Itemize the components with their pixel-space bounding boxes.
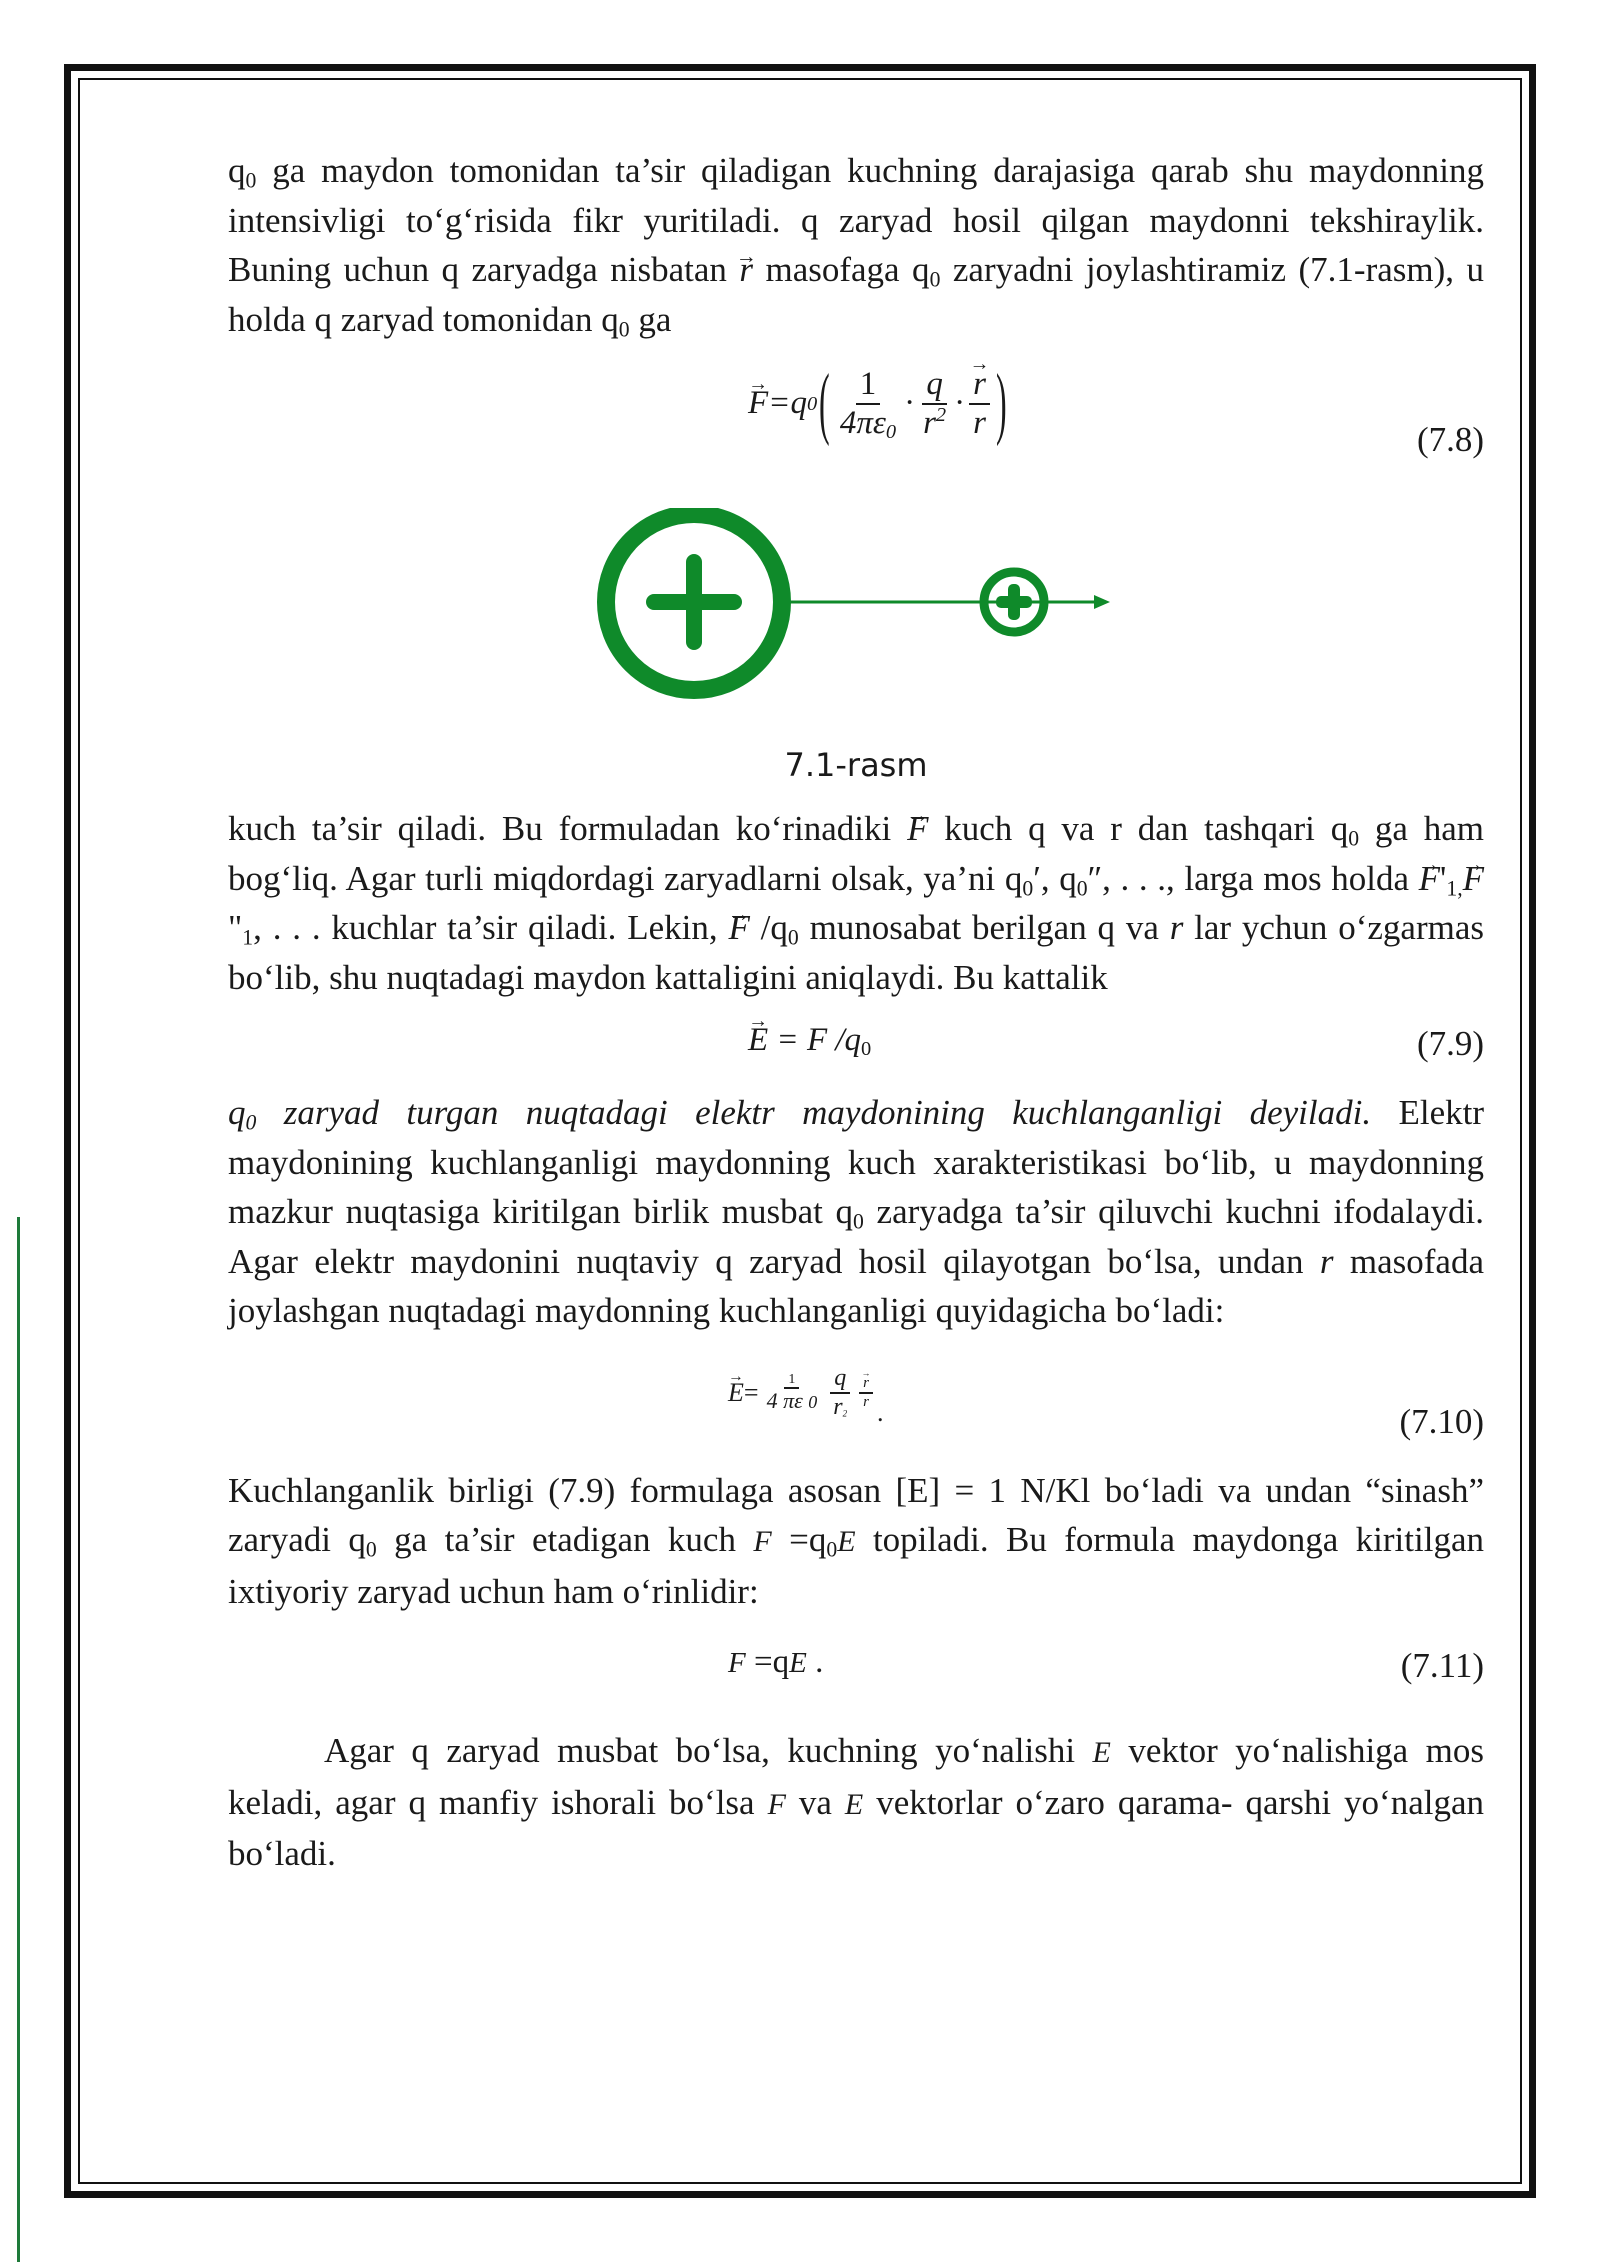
formula-text: .	[876, 1397, 884, 1427]
text: ″, . . ., larga mos holda	[1087, 858, 1419, 898]
subscript: 0	[808, 1392, 818, 1413]
subscript: 0	[826, 1537, 838, 1562]
formula-text: r	[923, 404, 936, 441]
large-positive-charge	[606, 514, 782, 690]
formula-text: = F /q	[768, 1022, 862, 1058]
equation-number: (7.11)	[1400, 1646, 1484, 1685]
text: ga ta’sir etadigan kuch	[376, 1520, 754, 1559]
text: '	[1440, 858, 1447, 898]
figure-7-1	[228, 508, 1484, 748]
force-vector-symbol: → F	[748, 385, 768, 422]
subscript: 0	[245, 168, 257, 193]
force-symbol: F	[767, 1787, 786, 1821]
force-symbol: F	[728, 1647, 746, 1679]
text: va	[785, 1782, 845, 1822]
formula-text: 4 πε	[766, 1388, 803, 1414]
field-vector-symbol: → E	[728, 1378, 744, 1408]
formula-text: =q	[745, 1644, 790, 1680]
subscript: 0	[861, 1038, 872, 1061]
text: masofada joylashgan nuqtadagi maydonning kuchlanganligi quyidagicha bo‘ladi:	[228, 1241, 1485, 1330]
definition-text: zaryad turgan nuqtadagi elektr maydonining kuchlanganligi deyiladi.	[256, 1093, 1372, 1132]
arrow-head-icon	[1094, 595, 1110, 609]
formula-7-9-expression	[748, 1022, 871, 1059]
numerator: q	[830, 1365, 850, 1393]
fraction	[836, 366, 900, 441]
text: , . . . kuchlar ta’sir qiladi. Lekin,	[253, 908, 729, 947]
subscript: 1	[242, 925, 254, 950]
formula-text: =	[743, 1377, 759, 1407]
subscript: 0	[853, 1209, 864, 1234]
equation-number: (7.8)	[1416, 420, 1484, 459]
fraction	[829, 1365, 851, 1420]
numerator	[859, 1375, 873, 1394]
formula-7-11-expression	[728, 1644, 823, 1681]
subscript: 0	[1348, 826, 1360, 851]
denominator: r	[863, 1393, 869, 1410]
numerator	[969, 366, 990, 404]
denominator	[763, 1389, 822, 1413]
subscript: 0	[929, 267, 941, 292]
denominator	[919, 405, 950, 441]
r-vector-symbol: → r	[973, 366, 986, 402]
right-paren: )	[995, 359, 1007, 447]
text: munosabat berilgan q va	[798, 908, 1170, 947]
text: ga ham bog‘liq. Agar turli miqdordagi zaryadlarni olsak, ya’ni q	[228, 809, 1484, 898]
paragraph-force	[228, 804, 1484, 1002]
fraction	[919, 366, 950, 441]
field-symbol: E	[789, 1647, 807, 1679]
paragraph-intro	[228, 146, 1484, 344]
r-vector-symbol: → r	[739, 245, 753, 295]
margin-line	[17, 1217, 20, 2262]
text: zaryadga ta’sir qiluvchi kuchni ifodalaydi. Agar elektr maydonini nuqtaviy q zaryad hosil qilayotgan bo‘lsa, undan	[228, 1192, 1484, 1281]
force-vector-symbol: → F	[1419, 854, 1440, 904]
r-symbol: r	[1169, 908, 1184, 947]
text: zaryadni joylashtiramiz (7.1-rasm), u holda q zaryad tomonidan q	[228, 250, 1484, 339]
subscript: 2	[842, 1407, 848, 1418]
text: topiladi. Bu formula maydonga kiritilgan ixtiyoriy zaryad uchun ham o‘rinlidir:	[228, 1520, 1484, 1611]
charge-diagram	[228, 508, 1484, 748]
formula-7-9	[228, 1014, 1484, 1076]
subscript: 0	[1076, 875, 1088, 900]
text: ′, q	[1033, 858, 1077, 898]
left-paren: (	[819, 359, 830, 447]
text: q	[228, 151, 246, 190]
text: Kuchlanganlik birligi (7.9) formulaga asosan [E] = 1 N/Kl bo‘ladi va undan “sinash” zaryadi q	[228, 1470, 1484, 1559]
text: lar ychun o‘zgarmas bo‘lib, shu nuqtadagi maydon kattaligini aniqlaydi. Bu kattalik	[228, 908, 1484, 997]
paragraph-direction	[228, 1726, 1484, 1879]
text: q	[228, 1093, 246, 1132]
denominator	[829, 1394, 851, 1420]
formula-7-8-expression: → F =q 0 ( $\frac{1}{4\pi\varepsilon_0}$ · $\frac{q}{r^2}$ · → $\frac{r}{r}$ )	[748, 358, 1009, 449]
text: kuch q va r dan tashqari q	[928, 809, 1349, 848]
force-vector-symbol: → F	[728, 903, 749, 953]
subscript: 0	[618, 316, 630, 341]
numerator: 1	[856, 366, 881, 404]
text: =q	[771, 1520, 827, 1559]
numerator: 1	[784, 1372, 799, 1389]
text: vektor yo‘nalishiga mos keladi, agar q manfiy ishorali bo‘lsa	[228, 1731, 1484, 1822]
denominator: r	[973, 404, 986, 441]
force-vector-symbol: → F	[907, 804, 928, 854]
formula-7-8	[228, 350, 1484, 478]
field-symbol: E	[1092, 1736, 1111, 1769]
r-symbol: r	[1319, 1241, 1334, 1281]
text: kuch ta’sir qiladi. Bu formuladan ko‘rinadiki	[228, 809, 908, 848]
fraction	[969, 366, 990, 441]
subscript: 1,	[1446, 875, 1463, 900]
formula-text: =q	[768, 385, 807, 421]
formula-text: r	[833, 1393, 843, 1420]
figure-caption: 7.1-rasm	[784, 746, 928, 784]
r-vector-symbol: → r	[863, 1375, 869, 1392]
field-symbol: E	[844, 1787, 864, 1821]
equation-number: (7.9)	[1416, 1024, 1484, 1063]
superscript: 2	[935, 403, 947, 426]
text: ga	[629, 299, 672, 339]
subscript: 0	[885, 420, 897, 443]
formula-text: 4πε	[839, 404, 886, 441]
subscript: 0	[787, 925, 799, 950]
paragraph-unit	[228, 1466, 1484, 1617]
page-content	[228, 146, 1484, 1879]
text: Elektr maydonining kuchlanganligi maydonning kuch xarakteristikasi bo‘lib, u maydonning mazkur nuqtasiga kiritilgan birlik musbat q	[228, 1093, 1484, 1231]
formula-7-10-expression	[728, 1358, 883, 1428]
force-vector-symbol: → F	[1463, 854, 1484, 904]
fraction	[763, 1372, 822, 1414]
subscript: 0	[365, 1537, 377, 1562]
force-symbol: F	[753, 1525, 772, 1558]
text: vektorlar o‘zaro qarama- qarshi yo‘nalgan bo‘ladi.	[228, 1782, 1484, 1873]
fraction	[859, 1375, 873, 1410]
text: Agar q zaryad musbat bo‘lsa, kuchning yo‘nalishi	[324, 1731, 1093, 1770]
text: masofaga q	[753, 250, 930, 289]
subscript: 0	[245, 1110, 257, 1135]
formula-7-11	[228, 1634, 1484, 1714]
denominator	[836, 405, 900, 441]
equation-number: (7.10)	[1399, 1401, 1484, 1441]
numerator: q	[922, 366, 947, 404]
text: "	[228, 908, 243, 947]
formula-text: .	[806, 1644, 824, 1680]
text: /q	[749, 908, 788, 947]
field-vector-symbol: → E	[748, 1022, 768, 1059]
text: ga maydon tomonidan ta’sir qiladigan kuchning darajasiga qarab shu maydonning intensivligi to‘g‘risida fikr yuritiladi. q zaryad hosil qilgan maydonni tekshiraylik. Buning uchun q zaryadga nisbatan	[228, 151, 1484, 289]
subscript: 0	[1022, 875, 1034, 900]
field-symbol: E	[837, 1525, 856, 1558]
paragraph-definition	[228, 1088, 1484, 1336]
formula-7-10	[228, 1350, 1484, 1454]
